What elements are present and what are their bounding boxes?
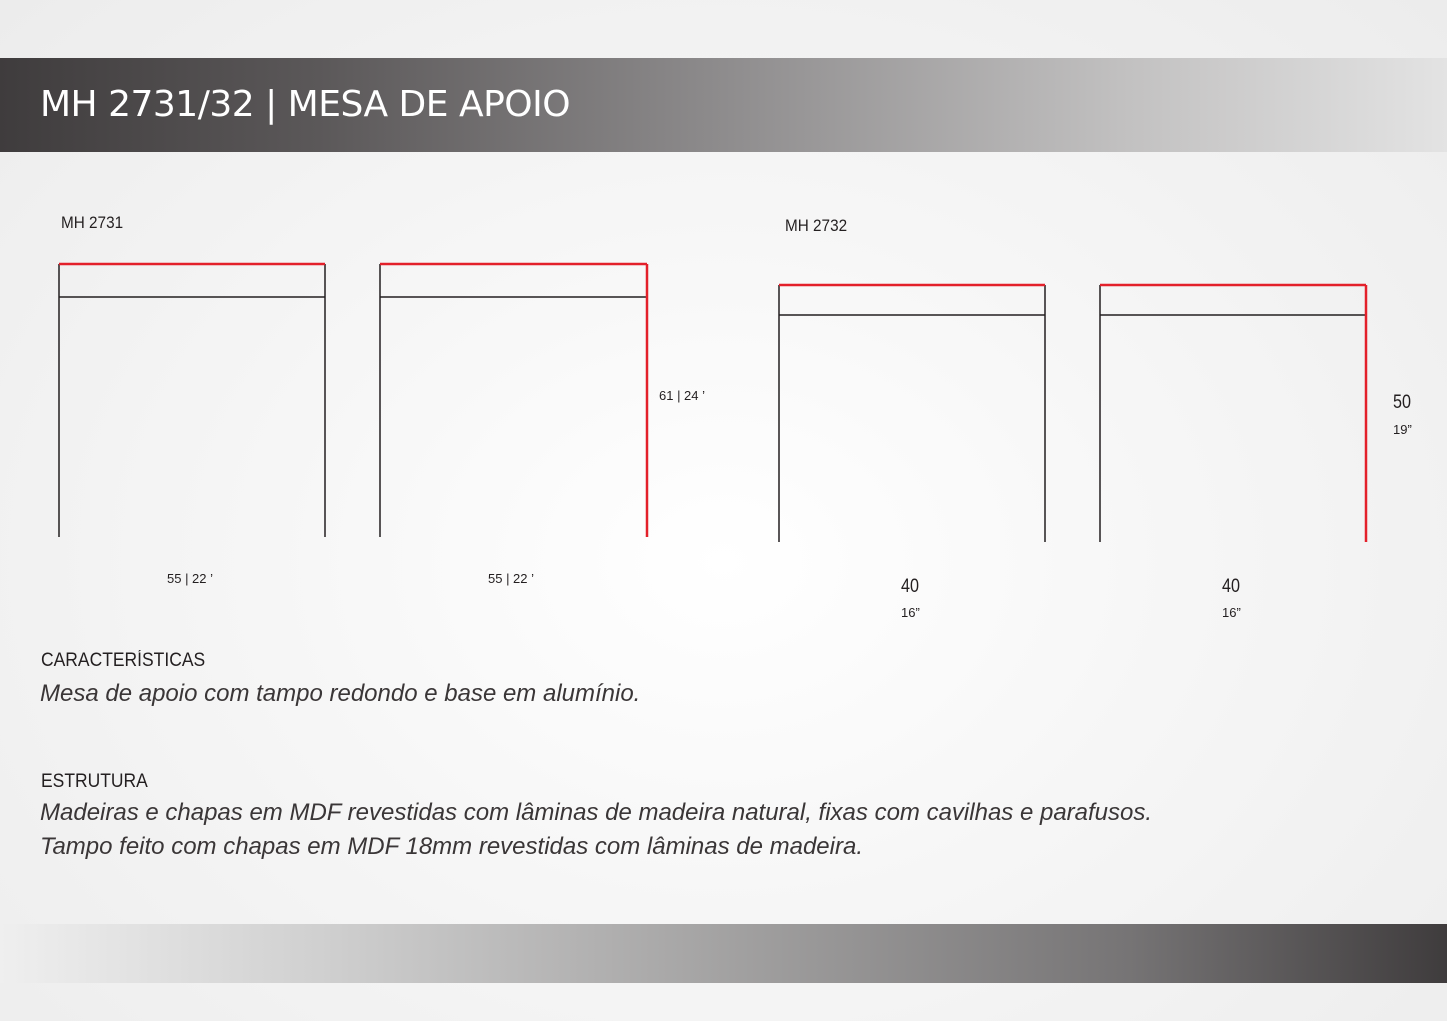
mh2732-side-view bbox=[1100, 285, 1366, 542]
page-title: MH 2731/32 | MESA DE APOIO bbox=[40, 84, 571, 125]
caracteristicas-text: Mesa de apoio com tampo redondo e base em alumínio. bbox=[40, 680, 641, 707]
estrutura-text-line: Madeiras e chapas em MDF revestidas com lâminas de madeira natural, fixas com cavilhas e parafusos. bbox=[40, 799, 1153, 826]
mh2732-front-view bbox=[779, 285, 1045, 542]
width-in-mh2732-front: 16” bbox=[901, 605, 920, 620]
caracteristicas-heading: CARACTERÍSTICAS bbox=[41, 650, 206, 671]
width-cm-mh2732-side: 40 bbox=[1222, 576, 1240, 597]
width-label-mh2731-side: 55 | 22 ’ bbox=[488, 571, 535, 586]
mh2731-front-view bbox=[59, 264, 325, 537]
height-in-mh2732: 19” bbox=[1393, 422, 1412, 437]
mh2731-side-view bbox=[380, 264, 647, 537]
width-label-mh2731-front: 55 | 22 ’ bbox=[167, 571, 214, 586]
estrutura-heading: ESTRUTURA bbox=[41, 771, 148, 792]
width-in-mh2732-side: 16” bbox=[1222, 605, 1241, 620]
height-label-mh2731: 61 | 24 ’ bbox=[659, 388, 706, 403]
height-cm-mh2732: 50 bbox=[1393, 392, 1411, 413]
estrutura-text-line: Tampo feito com chapas em MDF 18mm revestidas com lâminas de madeira. bbox=[40, 833, 863, 860]
model-label-mh2731: MH 2731 bbox=[61, 213, 124, 232]
footer-band bbox=[0, 924, 1447, 983]
model-label-mh2732: MH 2732 bbox=[785, 216, 848, 235]
width-cm-mh2732-front: 40 bbox=[901, 576, 919, 597]
